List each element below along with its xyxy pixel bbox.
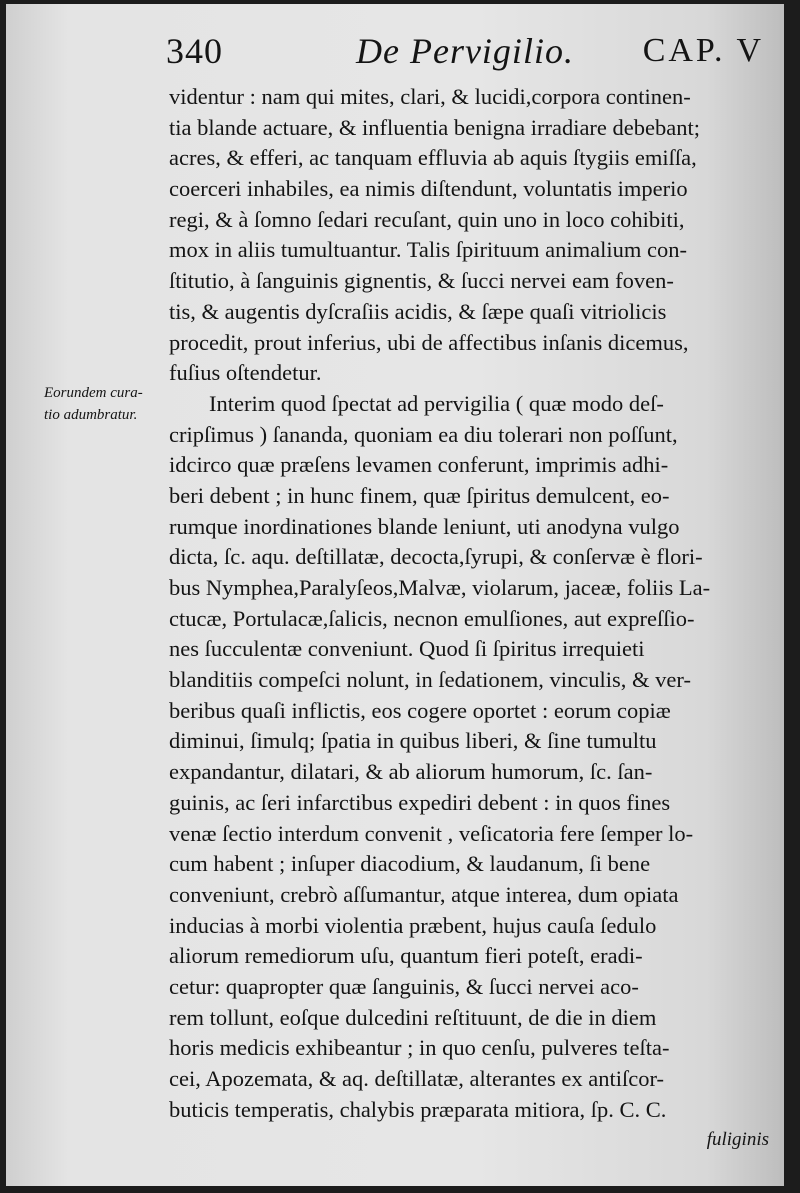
text-line: idcirco quæ præſens levamen conferunt, imprimis adhi- [169, 452, 669, 478]
text-line: venæ ſectio interdum convenit , veſicatoria fere ſemper lo- [169, 820, 694, 846]
text-line: tia blande actuare, & influentia benigna irradiare debebant; [169, 114, 701, 140]
text-line: inducias à morbi violentia præbent, hujus cauſa ſedulo [169, 912, 657, 938]
text-line: guinis, ac ſeri infarctibus expediri debent : in quos fines [169, 789, 671, 815]
text-line: fuſius oſtendetur. [169, 360, 322, 386]
text-line: videntur : nam qui mites, clari, & lucidi,corpora continen- [169, 84, 691, 109]
text-line: buticis temperatis, chalybis præparata mitiora, ſp. C. C. [169, 1096, 667, 1122]
text-line: cripſimus ) ſananda, quoniam ea diu tolerari non poſſunt, [169, 421, 678, 447]
page-header [166, 30, 776, 80]
text-line: beri debent ; in hunc finem, quæ ſpiritus demulcent, eo- [169, 482, 670, 508]
text-line: ctucæ, Portulacæ,ſalicis, necnon emulſiones, aut expreſſio- [169, 605, 695, 631]
margin-note-line: Eorundem cura- [44, 385, 143, 401]
text-line: regi, & à ſomno ſedari recuſant, quin uno in loco cohibiti, [169, 206, 685, 232]
text-line: nes ſucculentæ conveniunt. Quod ſi ſpiritus irrequieti [169, 636, 645, 662]
text-line: rem tollunt, eoſque dulcedini reſtituunt, de die in diem [169, 1004, 657, 1030]
text-line: blanditiis compeſci nolunt, in ſedationem, vinculis, & ver- [169, 667, 691, 693]
paragraph-start-line: Interim quod ſpectat ad pervigilia ( quæ modo deſ- [209, 390, 664, 416]
text-line: ſtitutio, à ſanguinis gignentis, & ſucci nervei eam foven- [169, 268, 674, 294]
text-line: rumque inordinationes blande leniunt, uti anodyna vulgo [169, 513, 680, 539]
text-line: beribus quaſi inflictis, eos cogere oportet : eorum copiæ [169, 697, 671, 723]
text-line: aliorum remediorum uſu, quantum fieri poteſt, eradi- [169, 943, 643, 969]
text-line: procedit, prout inferius, ubi de affectibus inſanis dicemus, [169, 329, 689, 355]
text-line: tis, & augentis dyſcraſiis acidis, & ſæpe quaſi vitriolicis [169, 298, 667, 324]
text-line: bus Nymphea,Paralyſeos,Malvæ, violarum, jaceæ, foliis La- [169, 575, 711, 600]
text-line: conveniunt, crebrò aſſumantur, atque interea, dum opiata [169, 881, 679, 907]
text-line: coerceri inhabiles, ea nimis diſtendunt, voluntatis imperio [169, 176, 688, 202]
catchword: fuliginis [706, 1129, 769, 1151]
text-line: cum habent ; inſuper diacodium, & laudanum, ſi bene [169, 851, 651, 877]
margin-note-line: tio adumbratur. [44, 407, 138, 423]
margin-note [44, 382, 174, 426]
chapter-heading: CAP. V [642, 32, 764, 69]
text-line: cei, Apozemata, & aq. deſtillatæ, alterantes ex antiſcor- [169, 1066, 664, 1091]
book-page [6, 4, 784, 1186]
body-text [169, 82, 769, 1156]
text-line: acres, & efferi, ac tanquam effluvia ab aquis ſtygiis emiſſa, [169, 145, 697, 171]
page-number: 340 [166, 31, 223, 71]
text-line: diminui, ſimulq; ſpatia in quibus liberi, & ſine tumultu [169, 728, 657, 754]
text-line: mox in aliis tumultuantur. Talis ſpirituum animalium con- [169, 237, 687, 263]
text-line: horis medicis exhibeantur ; in quo cenſu, pulveres teſta- [169, 1035, 670, 1061]
running-title: De Pervigilio. [356, 31, 574, 71]
text-line: expandantur, dilatari, & ab aliorum humorum, ſc. ſan- [169, 759, 653, 785]
text-line: dicta, ſc. aqu. deſtillatæ, decocta,ſyrupi, & conſervæ è flori- [169, 544, 703, 570]
text-line: cetur: quapropter quæ ſanguinis, & ſucci nervei aco- [169, 973, 639, 999]
